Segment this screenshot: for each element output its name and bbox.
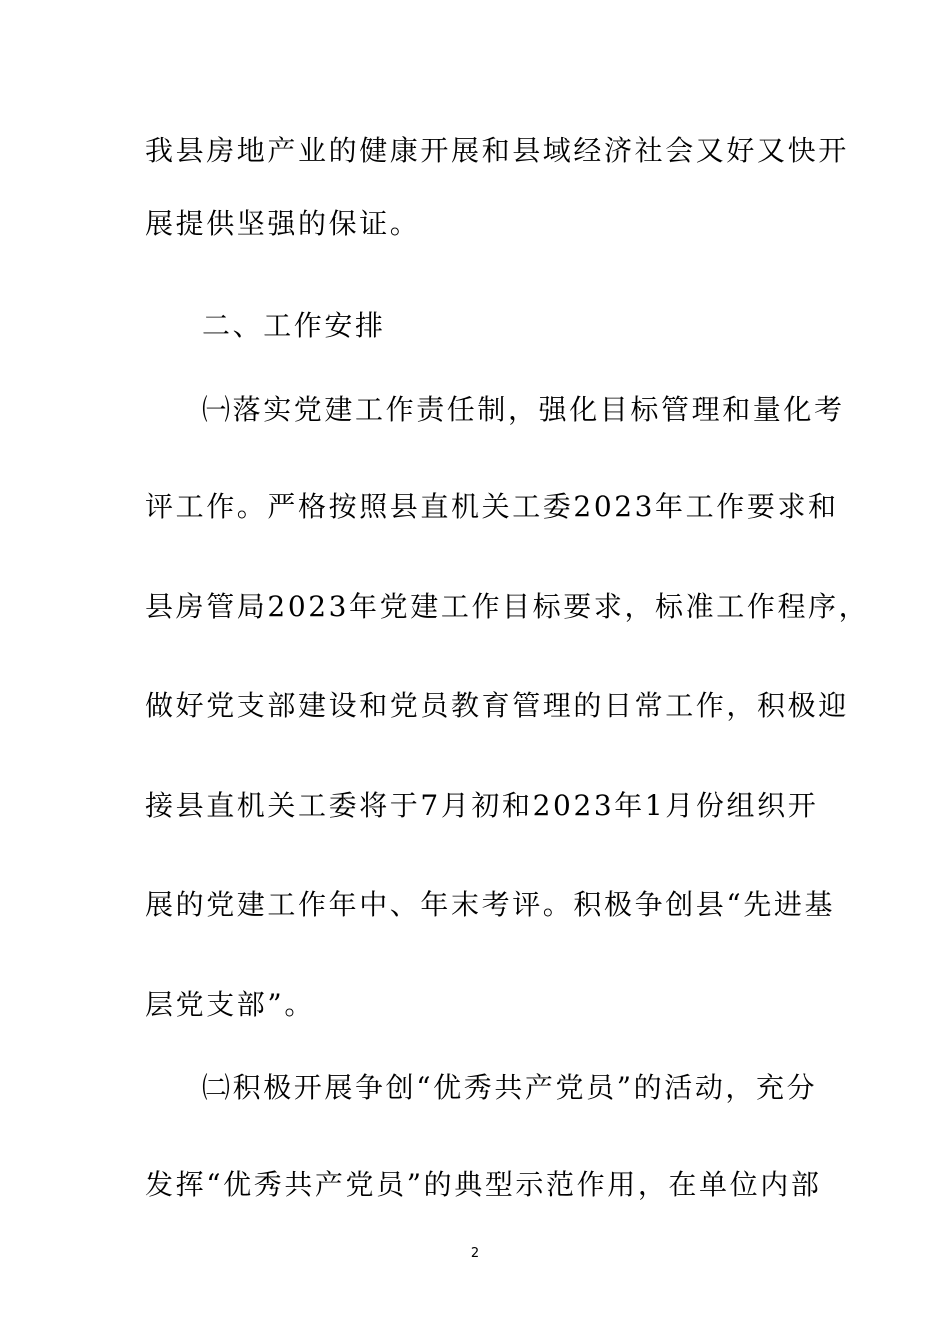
body-line-8: 接县直机关工委将于7月初和2023年1月份组织开 <box>145 789 819 822</box>
body-line-12: 发挥“优秀共产党员”的典型示范作用，在单位内部 <box>145 1168 822 1201</box>
page-number: 2 <box>470 1246 480 1261</box>
body-line-9: 展的党建工作年中、年末考评。积极争创县“先进基 <box>145 888 836 921</box>
body-line-2: 展提供坚强的保证。 <box>145 207 421 240</box>
section-heading: 二、工作安排 <box>202 309 386 342</box>
body-line-11: ㈡积极开展争创“优秀共产党员”的活动，充分 <box>202 1071 818 1104</box>
body-line-7: 做好党支部建设和党员教育管理的日常工作，积极迎 <box>145 689 849 722</box>
body-line-6: 县房管局2023年党建工作目标要求，标准工作程序， <box>145 590 870 623</box>
body-line-5: 评工作。严格按照县直机关工委2023年工作要求和 <box>145 490 839 523</box>
body-line-4: ㈠落实党建工作责任制，强化目标管理和量化考 <box>202 393 845 426</box>
body-line-10: 层党支部”。 <box>145 988 315 1021</box>
body-line-1: 我县房地产业的健康开展和县域经济社会又好又快开 <box>145 134 849 167</box>
